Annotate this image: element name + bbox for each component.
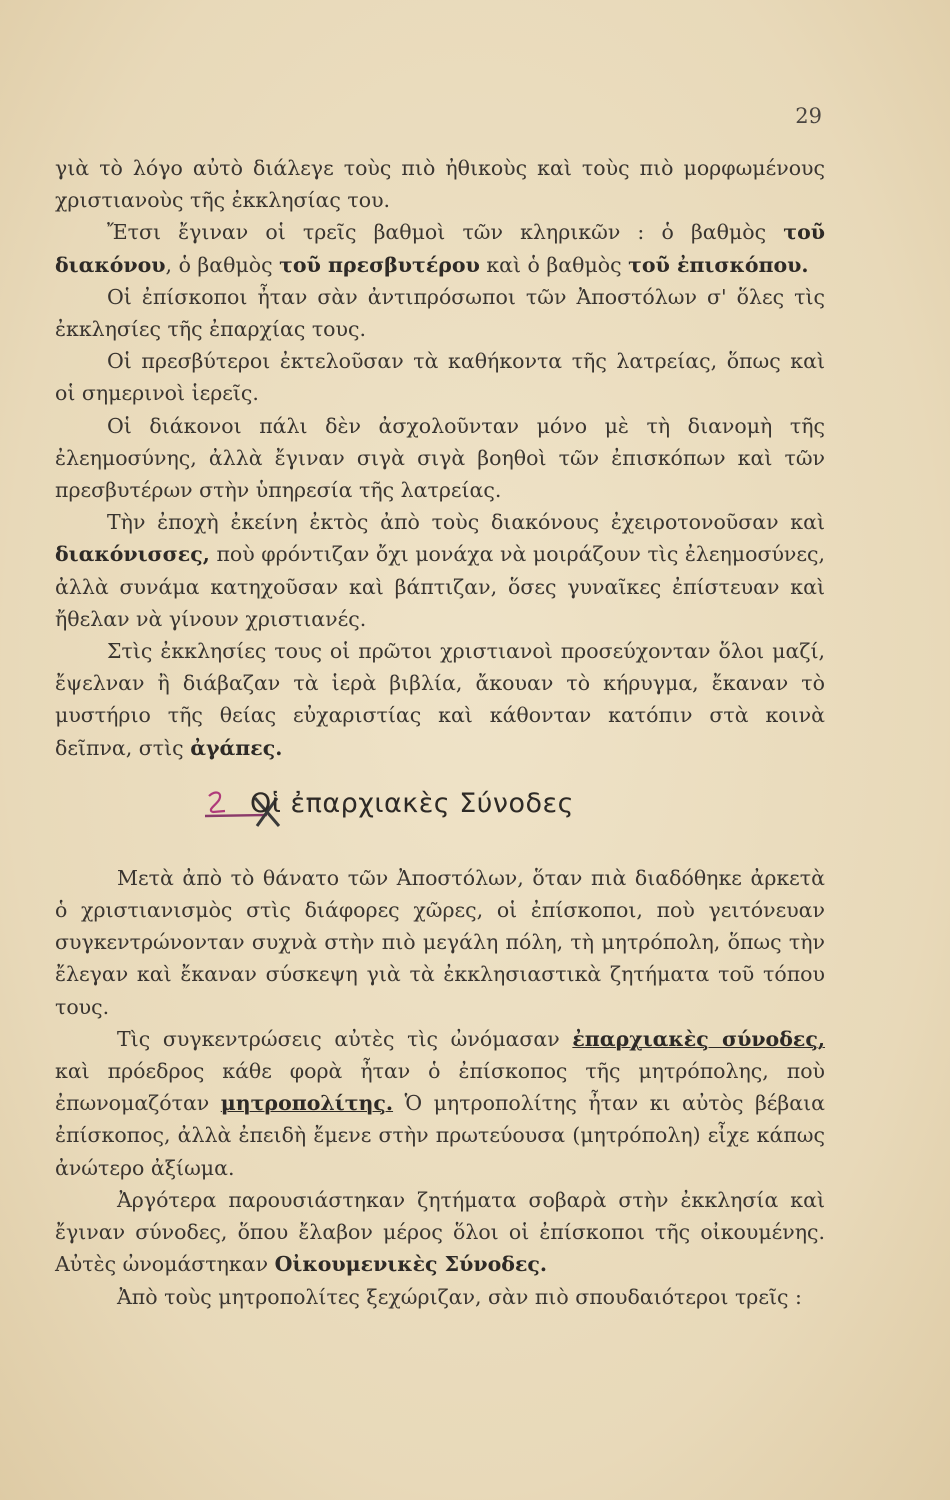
section-body [55, 862, 825, 1313]
bold-term: τοῦ διακόνου [55, 220, 825, 277]
text-run: Ἀπὸ τοὺς μητροπολίτες ξεχώριζαν, σὰν πιὸ σπουδαιότεροι τρεῖς : [117, 1284, 802, 1309]
text-run: Τὴν ἐποχὴ ἐκείνη ἐκτὸς ἀπὸ τοὺς διακόνους ἐχειροτονοῦσαν καὶ [107, 510, 825, 535]
bold-term: διακόνισσες, [55, 542, 210, 567]
text-run: καὶ πρόεδρος κάθε φορὰ ἦταν ὁ ἐπίσκοπος τῆς μητρόπολης, ποὺ ἐπωνομαζόταν [55, 1059, 825, 1116]
paragraph [55, 1281, 825, 1313]
bold-term: Οἰκουμενικὲς Σύνοδες. [274, 1252, 548, 1277]
page-number: 29 [795, 104, 822, 128]
text-run: , ὁ βαθμὸς [165, 252, 273, 277]
paragraph [55, 1184, 825, 1281]
paragraph [55, 281, 825, 345]
paragraph [55, 410, 825, 507]
paragraph [55, 862, 825, 1023]
bold-term: μητροπολίτης. [220, 1091, 394, 1116]
text-run: Οἱ πρεσβύτεροι ἐκτελοῦσαν τὰ καθήκοντα τῆς λατρείας, ὅπως καὶ οἱ σημερινοὶ ἱερεῖς. [55, 349, 825, 406]
paragraph [55, 1023, 825, 1184]
paragraph [55, 152, 825, 216]
text-run: Ἀργότερα παρουσιάστηκαν ζητήματα σοβαρὰ στὴν ἐκκλησία καὶ ἔγιναν σύνοδες, ὅπου ἔλαβον μέρος ὅλοι οἱ ἐπίσκοποι τῆς οἰκουμένης. Αὐτὲς ὠνομάστηκαν [55, 1187, 825, 1277]
text-run: Στὶς ἐκκλησίες τους οἱ πρῶτοι χριστιανοὶ προσεύχονταν ὅλοι μαζί, ἔψελναν ἢ διάβαζαν τὰ ἱερὰ βιβλία, ἄκουαν τὸ κήρυγμα, ἔκαναν τὸ μυστήριο τῆς θείας εὐχαριστίας καὶ κάθονταν κατόπιν στὰ κοινὰ δεῖπνα, στὶς [55, 639, 825, 760]
text-run: Τὶς συγκεντρώσεις αὐτὲς τὶς ὠνόμασαν [117, 1026, 560, 1051]
paragraph [55, 506, 825, 635]
paragraph [55, 345, 825, 409]
paragraph [55, 635, 825, 764]
text-column [55, 152, 825, 1313]
text-run: Ὁ μητροπολίτης ἦταν κι αὐτὸς βέβαια ἐπίσκοπος, ἀλλὰ ἐπειδὴ ἔμενε στὴν πρωτεύουσα (μητρόπολη) εἶχε κάπως ἀνώτερο ἀξίωμα. [55, 1091, 825, 1180]
bold-term: ἐπαρχιακὲς σύνοδες, [572, 1026, 825, 1051]
section-heading [55, 782, 825, 840]
paragraph [55, 216, 825, 280]
bold-term: ἀγάπες. [190, 735, 283, 760]
text-run: ποὺ φρόντιζαν ὄχι μονάχα νὰ μοιράζουν τὶς ἐλεημοσύνες, ἀλλὰ συνάμα κατηχοῦσαν καὶ βάπτιζαν, ὅσες γυναῖκες ἐπίστευαν καὶ ἤθελαν νὰ γίνουν χριστιανές. [55, 542, 825, 631]
bold-term: τοῦ πρεσβυτέρου [279, 252, 480, 277]
text-run: γιὰ τὸ λόγο αὐτὸ διάλεγε τοὺς πιὸ ἠθικοὺς καὶ τοὺς πιὸ μορφωμένους χριστιανοὺς τῆς ἐκκλησίας του. [55, 156, 825, 213]
text-run: καὶ ὁ βαθμὸς [486, 252, 622, 277]
bold-term: τοῦ ἐπισκόπου. [628, 252, 809, 277]
text-run: Οἱ διάκονοι πάλι δὲν ἀσχολοῦνταν μόνο μὲ τὴ διανομὴ τῆς ἐλεημοσύνης, ἀλλὰ ἔγιναν σιγὰ σιγὰ βοηθοὶ τῶν ἐπισκόπων καὶ τῶν πρεσβυτέρων στὴν ὑπηρεσία τῆς λατρείας. [55, 413, 825, 503]
text-run: Μετὰ ἀπὸ τὸ θάνατο τῶν Ἀποστόλων, ὅταν πιὰ διαδόθηκε ἀρκετὰ ὁ χριστιανισμὸς στὶς διάφορες χῶρες, οἱ ἐπίσκοποι, ποὺ γειτόνευαν συγκεντρώνονταν συχνὰ στὴν πιὸ μεγάλη πόλη, τὴ μητρόπολη, ὅπως τὴν ἔλεγαν καὶ ἔκαναν σύσκεψη γιὰ τὰ ἐκκλησιαστικὰ ζητήματα τοῦ τόπου τους. [55, 865, 825, 1019]
text-run: Ἔτσι ἔγιναν οἱ τρεῖς βαθμοὶ τῶν κληρικῶν : ὁ βαθμὸς [107, 220, 767, 245]
heading-title: Οἱ ἐπαρχιακὲς Σύνοδες [250, 787, 574, 819]
text-run: Οἱ ἐπίσκοποι ἦταν σὰν ἀντιπρόσωποι τῶν Ἀποστόλων σ' ὅλες τὶς ἐκκλησίες τῆς ἐπαρχίας τους. [55, 284, 825, 342]
